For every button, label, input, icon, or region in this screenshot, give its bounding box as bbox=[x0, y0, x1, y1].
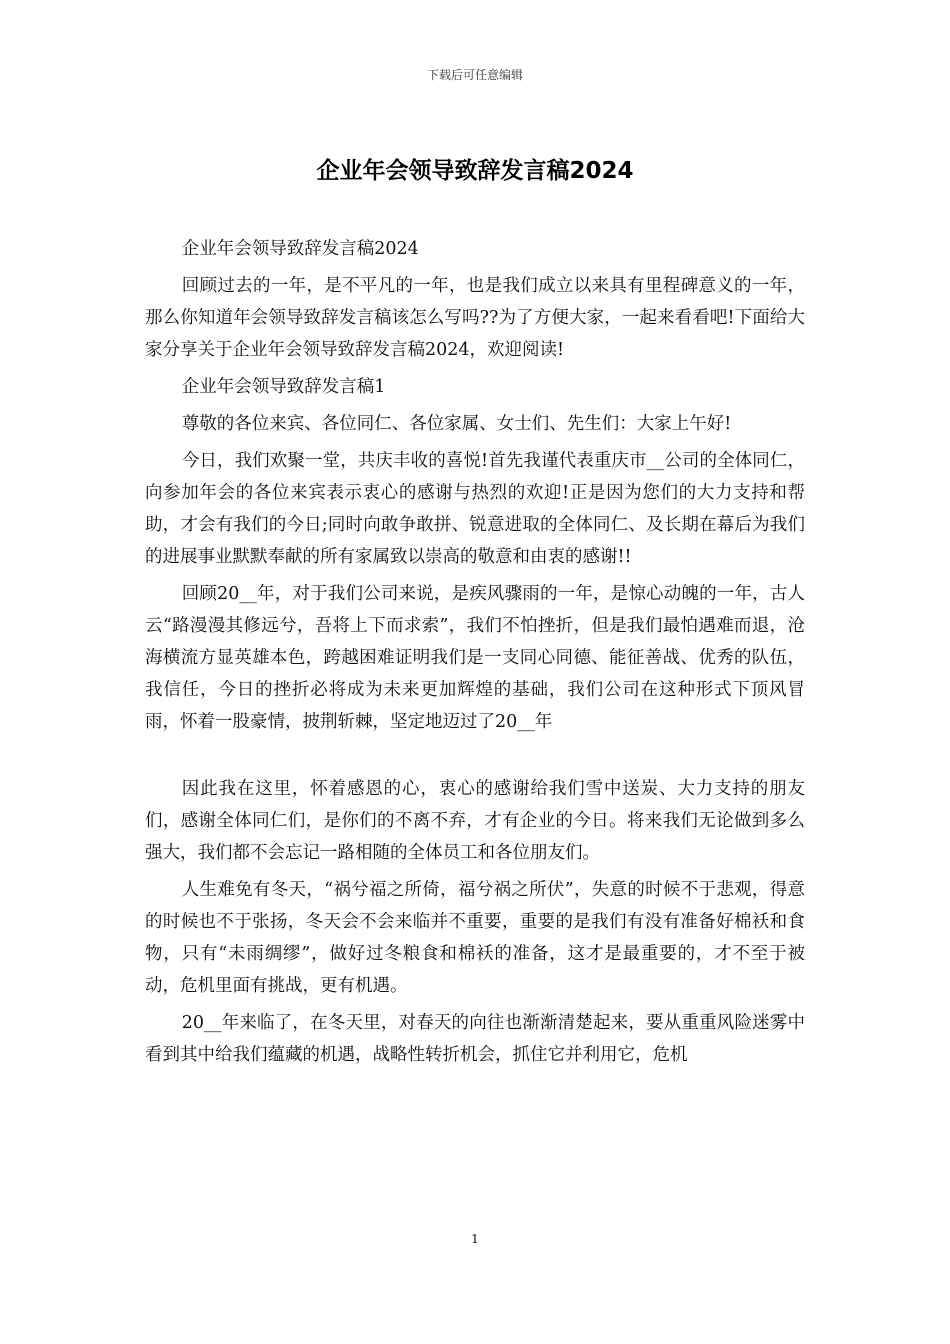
paragraph: 企业年会领导致辞发言稿1 bbox=[181, 377, 386, 397]
paragraph: 20__年来临了，在冬天里，对春天的向往也渐渐清楚起来，要从重重风险迷雾中看到其中给我们蕴藏的机遇，战略性转折机会，抓住它并利用它，危机 bbox=[145, 1013, 805, 1065]
document-title: 企业年会领导致辞发言稿2024 bbox=[316, 158, 634, 184]
paragraph: 人生难免有冬天，“祸兮福之所倚，福兮祸之所伏”，失意的时候不于悲观，得意的时候也不于张扬，冬天会不会来临并不重要，重要的是我们有没有准备好棉袄和食物，只有“未雨绸缪”，做好过冬粮食和棉袄的准备，这才是最重要的，才不至于被动，危机里面有挑战，更有机遇。 bbox=[145, 880, 805, 996]
header-note: 下载后可任意编辑 bbox=[426, 68, 523, 82]
paragraph: 今日，我们欢聚一堂，共庆丰收的喜悦!首先我谨代表重庆市__公司的全体同仁，向参加年会的各位来宾表示衷心的感谢与热烈的欢迎!正是因为您们的大力支持和帮助，才会有我们的今日;同时向敢争敢拼、锐意进取的全体同仁、及长期在幕后为我们的进展事业默默奉献的所有家属致以崇高的敬意和由衷的感谢!! bbox=[145, 451, 805, 567]
paragraph: 因此我在这里，怀着感恩的心，衷心的感谢给我们雪中送炭、大力支持的朋友们，感谢全体同仁们，是你们的不离不弃，才有企业的今日。将来我们无论做到多么强大，我们都不会忘记一路相随的全体员工和各位朋友们。 bbox=[145, 779, 805, 863]
paragraph-gap bbox=[145, 743, 805, 773]
paragraph: 回顾过去的一年，是不平凡的一年，也是我们成立以来具有里程碑意义的一年，那么你知道年会领导致辞发言稿该怎么写吗??为了方便大家，一起来看看吧!下面给大家分享关于企业年会领导致辞发言稿2024，欢迎阅读! bbox=[145, 276, 805, 360]
paragraph: 尊敬的各位来宾、各位同仁、各位家属、女士们、先生们：大家上午好! bbox=[181, 414, 732, 434]
page-number: 1 bbox=[471, 1232, 479, 1246]
document-body bbox=[145, 233, 805, 1076]
paragraph: 企业年会领导致辞发言稿2024 bbox=[181, 239, 419, 259]
paragraph: 回顾20__年，对于我们公司来说，是疾风骤雨的一年，是惊心动魄的一年，古人云“路漫漫其修远兮，吾将上下而求索”，我们不怕挫折，但是我们最怕遇难而退，沧海横流方显英雄本色，跨越困难证明我们是一支同心同德、能征善战、优秀的队伍，我信任，今日的挫折必将成为未来更加辉煌的基础，我们公司在这种形式下顶风冒雨，怀着一股豪情，披荆斩棘，坚定地迈过了20__年 bbox=[145, 584, 805, 732]
